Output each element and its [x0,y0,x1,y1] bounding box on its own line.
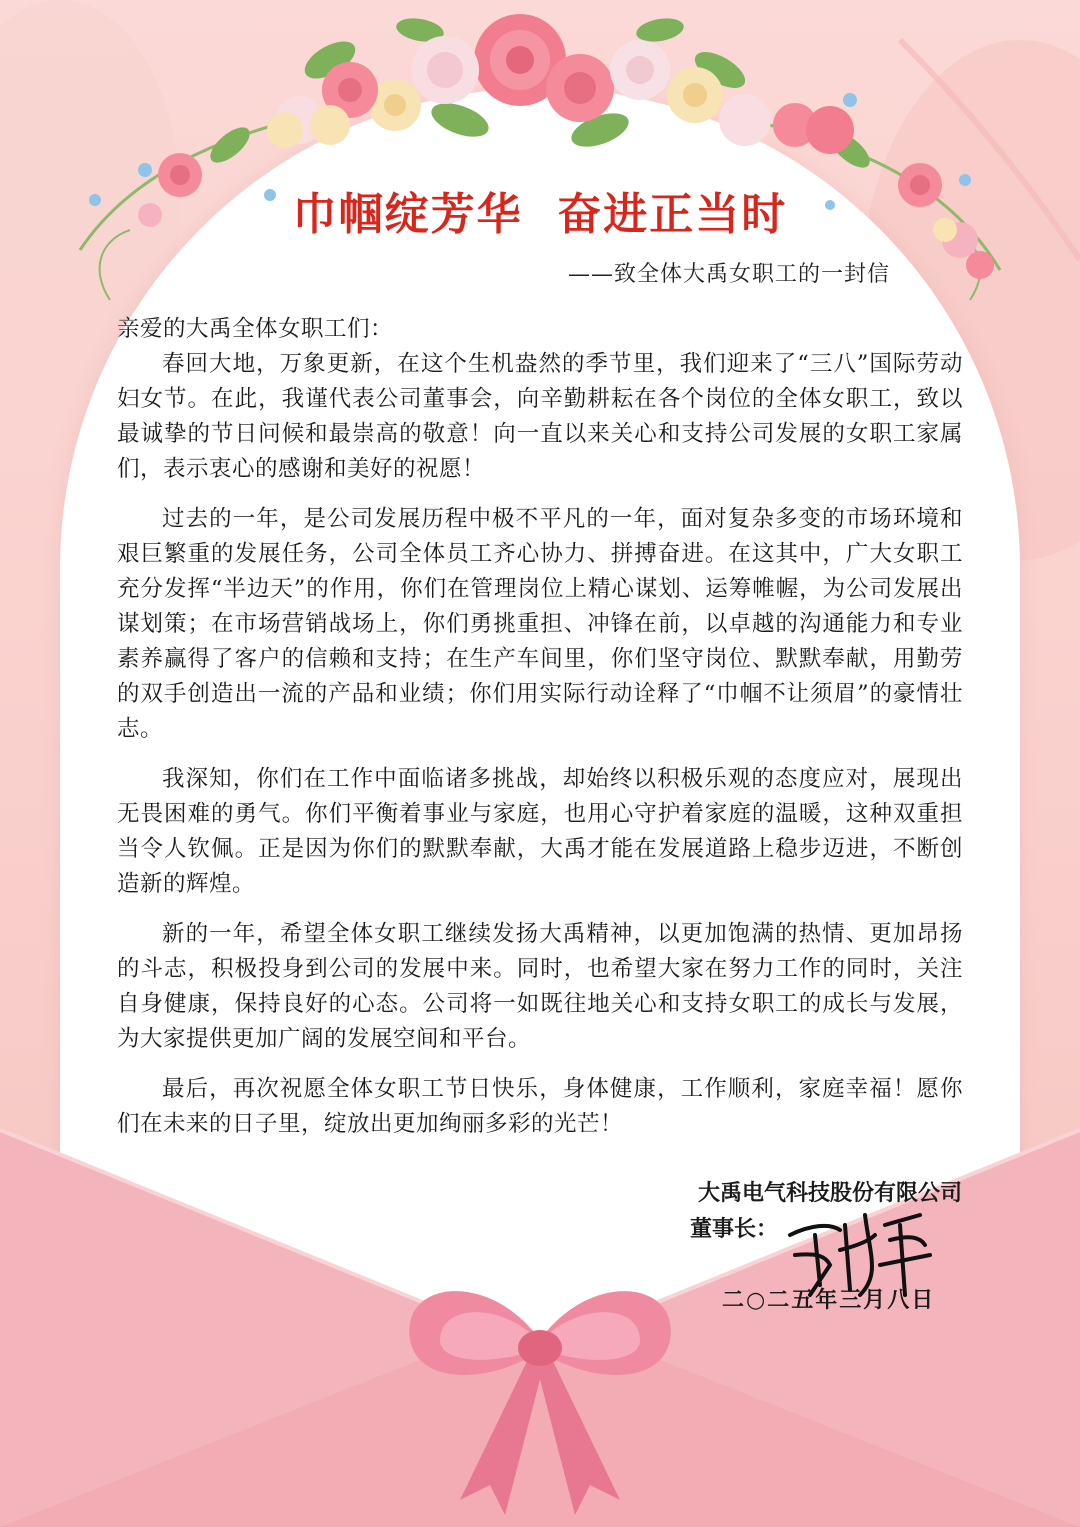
letter-subtitle: ——致全体大禹女职工的一封信 [567,262,890,287]
rose-bouquet-icon [0,0,1080,320]
letter-body [117,312,963,1157]
company-name: 大禹电气科技股份有限公司 [697,1180,962,1206]
ribbon-bow-icon [380,1270,700,1527]
greeting: 亲爱的大禹全体女职工们： [117,316,394,342]
signer-title: 董事长： [690,1216,779,1242]
paragraph: 过去的一年，是公司发展历程中极不平凡的一年，面对复杂多变的市场环境和艰巨繁重的发展任务，公司全体员工齐心协力、拼搏奋进。在这其中，广大女职工充分发挥“半边天”的作用，你们在管理岗位上精心谋划、运筹帷幄，为公司发展出谋划策；在市场营销战场上，你们勇挑重担、冲锋在前，以卓越的沟通能力和专业素养赢得了客户的信赖和支持；在生产车间里，你们坚守岗位、默默奉献，用勤劳的双手创造出一流的产品和业绩；你们用实际行动诠释了“巾帼不让须眉”的豪情壮志。 [117,506,963,742]
letter-title: 巾帼绽芳华 奋进正当时 [292,189,788,240]
paragraph: 春回大地，万象更新，在这个生机盎然的季节里，我们迎来了“三八”国际劳动妇女节。在此，我谨代表公司董事会，向辛勤耕耘在各个岗位的全体女职工，致以最诚挚的节日问候和最崇高的敬意！向一直以来关心和支持公司发展的女职工家属们，表示衷心的感谢和美好的祝愿！ [117,351,963,482]
paragraph: 新的一年，希望全体女职工继续发扬大禹精神，以更加饱满的热情、更加昂扬的斗志，积极投身到公司的发展中来。同时，也希望大家在努力工作的同时，关注自身健康，保持良好的心态。公司将一如既往地关心和支持女职工的成长与发展，为大家提供更加广阔的发展空间和平台。 [117,921,963,1052]
letter-date: 二○二五年三月八日 [722,1287,936,1313]
paragraph: 我深知，你们在工作中面临诸多挑战，却始终以积极乐观的态度应对，展现出无畏困难的勇气。你们平衡着事业与家庭，也用心守护着家庭的温暖，这种双重担当令人钦佩。正是因为你们的默默奉献，大禹才能在发展道路上稳步迈进，不断创造新的辉煌。 [117,766,963,897]
paragraph: 最后，再次祝愿全体女职工节日快乐，身体健康，工作顺利，家庭幸福！愿你们在未来的日子里，绽放出更加绚丽多彩的光芒！ [117,1076,963,1137]
